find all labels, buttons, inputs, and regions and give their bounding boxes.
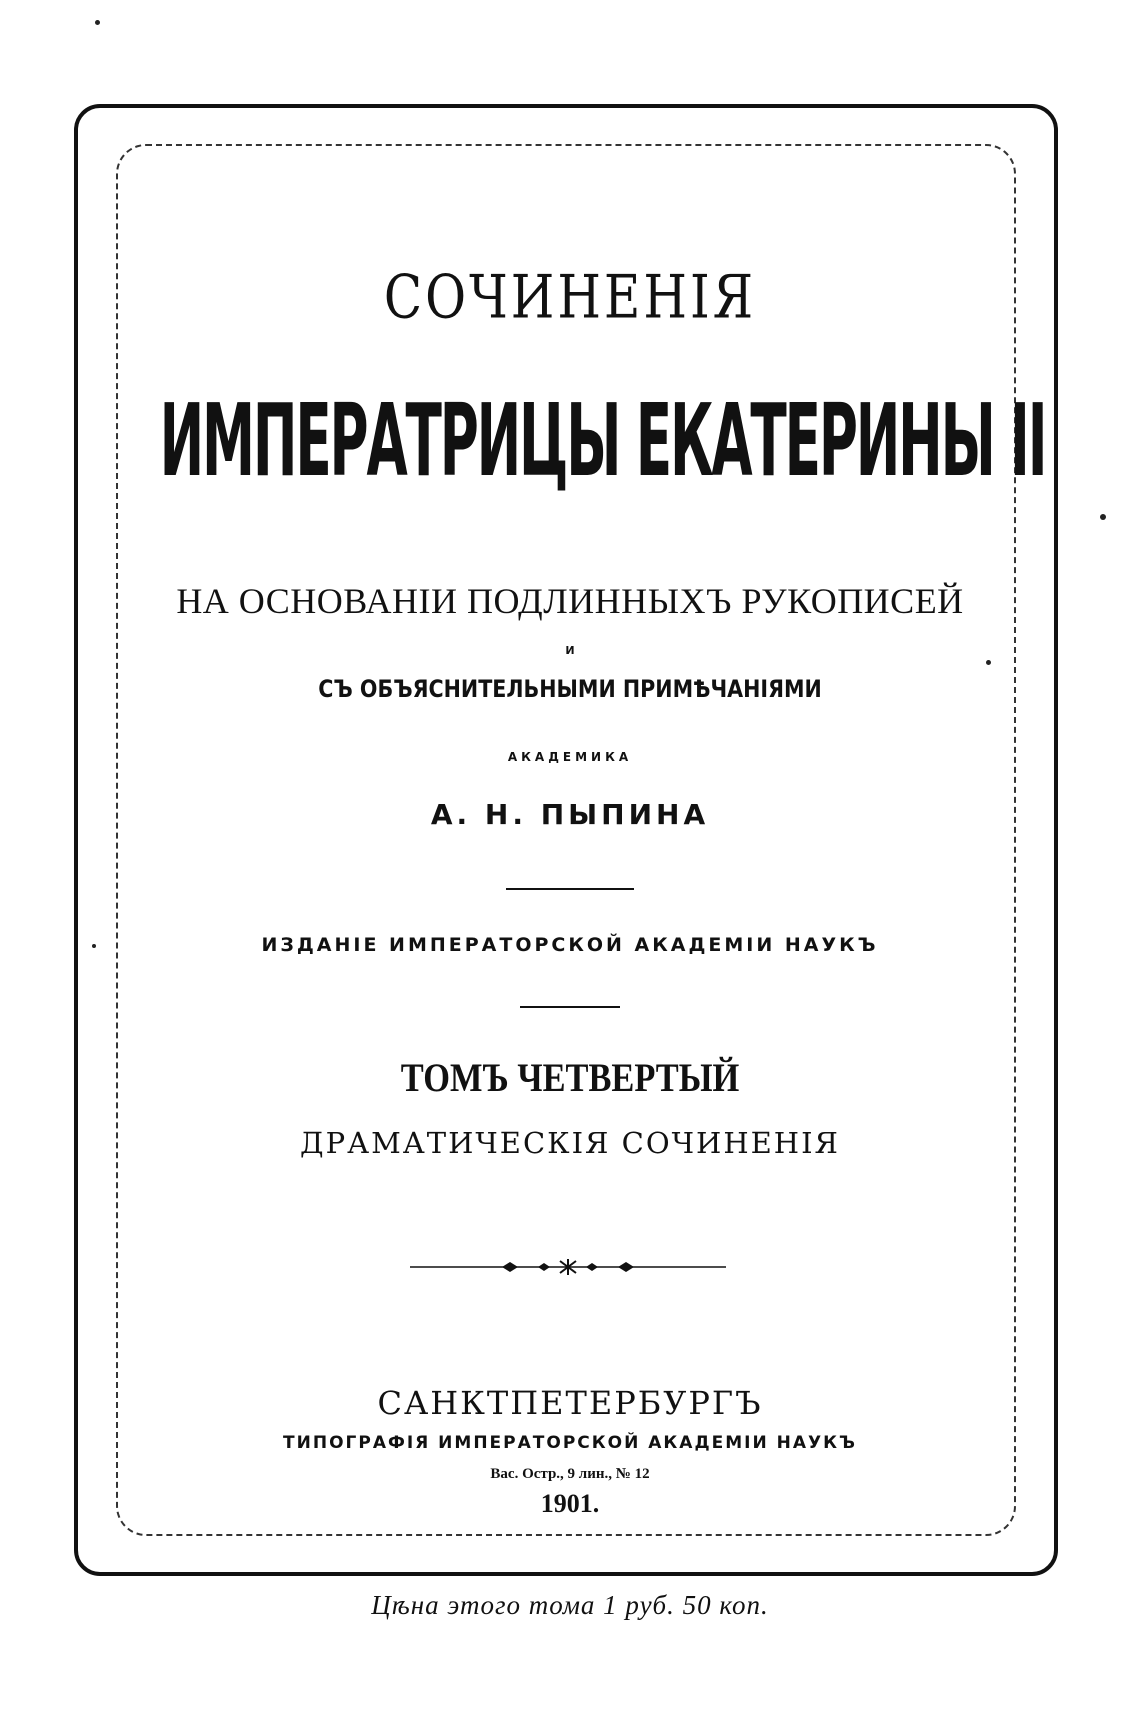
print-speck <box>92 944 96 948</box>
author-role: АКАДЕМИКА <box>507 750 633 764</box>
print-speck <box>986 660 991 665</box>
price-note: Цѣна этого тома 1 руб. 50 коп. <box>371 1590 769 1620</box>
printer-address: Вас. Остр., 9 лин., № 12 <box>490 1466 650 1482</box>
subtitle-line-2: СЪ ОБЪЯСНИТЕЛЬНЫМИ ПРИМѢЧАНІЯМИ <box>318 675 822 703</box>
print-speck <box>95 20 100 25</box>
city: САНКТПЕТЕРБУРГЪ <box>377 1384 763 1422</box>
conjunction: И <box>565 644 575 657</box>
volume-title: ДРАМАТИЧЕСКІЯ СОЧИНЕНІЯ <box>300 1126 840 1160</box>
author-name: А. Н. ПЫПИНА <box>430 798 710 831</box>
publisher-line: ИЗДАНІЕ ИМПЕРАТОРСКОЙ АКАДЕМІИ НАУКЪ <box>261 934 879 956</box>
print-speck <box>1100 514 1106 520</box>
publication-year: 1901. <box>540 1489 600 1518</box>
subtitle-line-1: НА ОСНОВАНІИ ПОДЛИННЫХЪ РУКОПИСЕЙ <box>176 581 964 621</box>
volume-number: ТОМЪ ЧЕТВЕРТЫЙ <box>400 1055 740 1100</box>
title-line-1: СОЧИНЕНІЯ <box>383 262 757 332</box>
divider-rule <box>506 888 634 890</box>
divider-rule <box>520 1006 620 1008</box>
inner-decorative-frame <box>116 144 1046 1536</box>
printer: ТИПОГРАФІЯ ИМПЕРАТОРСКОЙ АКАДЕМІИ НАУКЪ <box>283 1433 857 1453</box>
ornament-divider <box>410 1258 726 1276</box>
title-line-2: ИМПЕРАТРИЦЫ ЕКАТЕРИНЫ II <box>159 382 1046 500</box>
